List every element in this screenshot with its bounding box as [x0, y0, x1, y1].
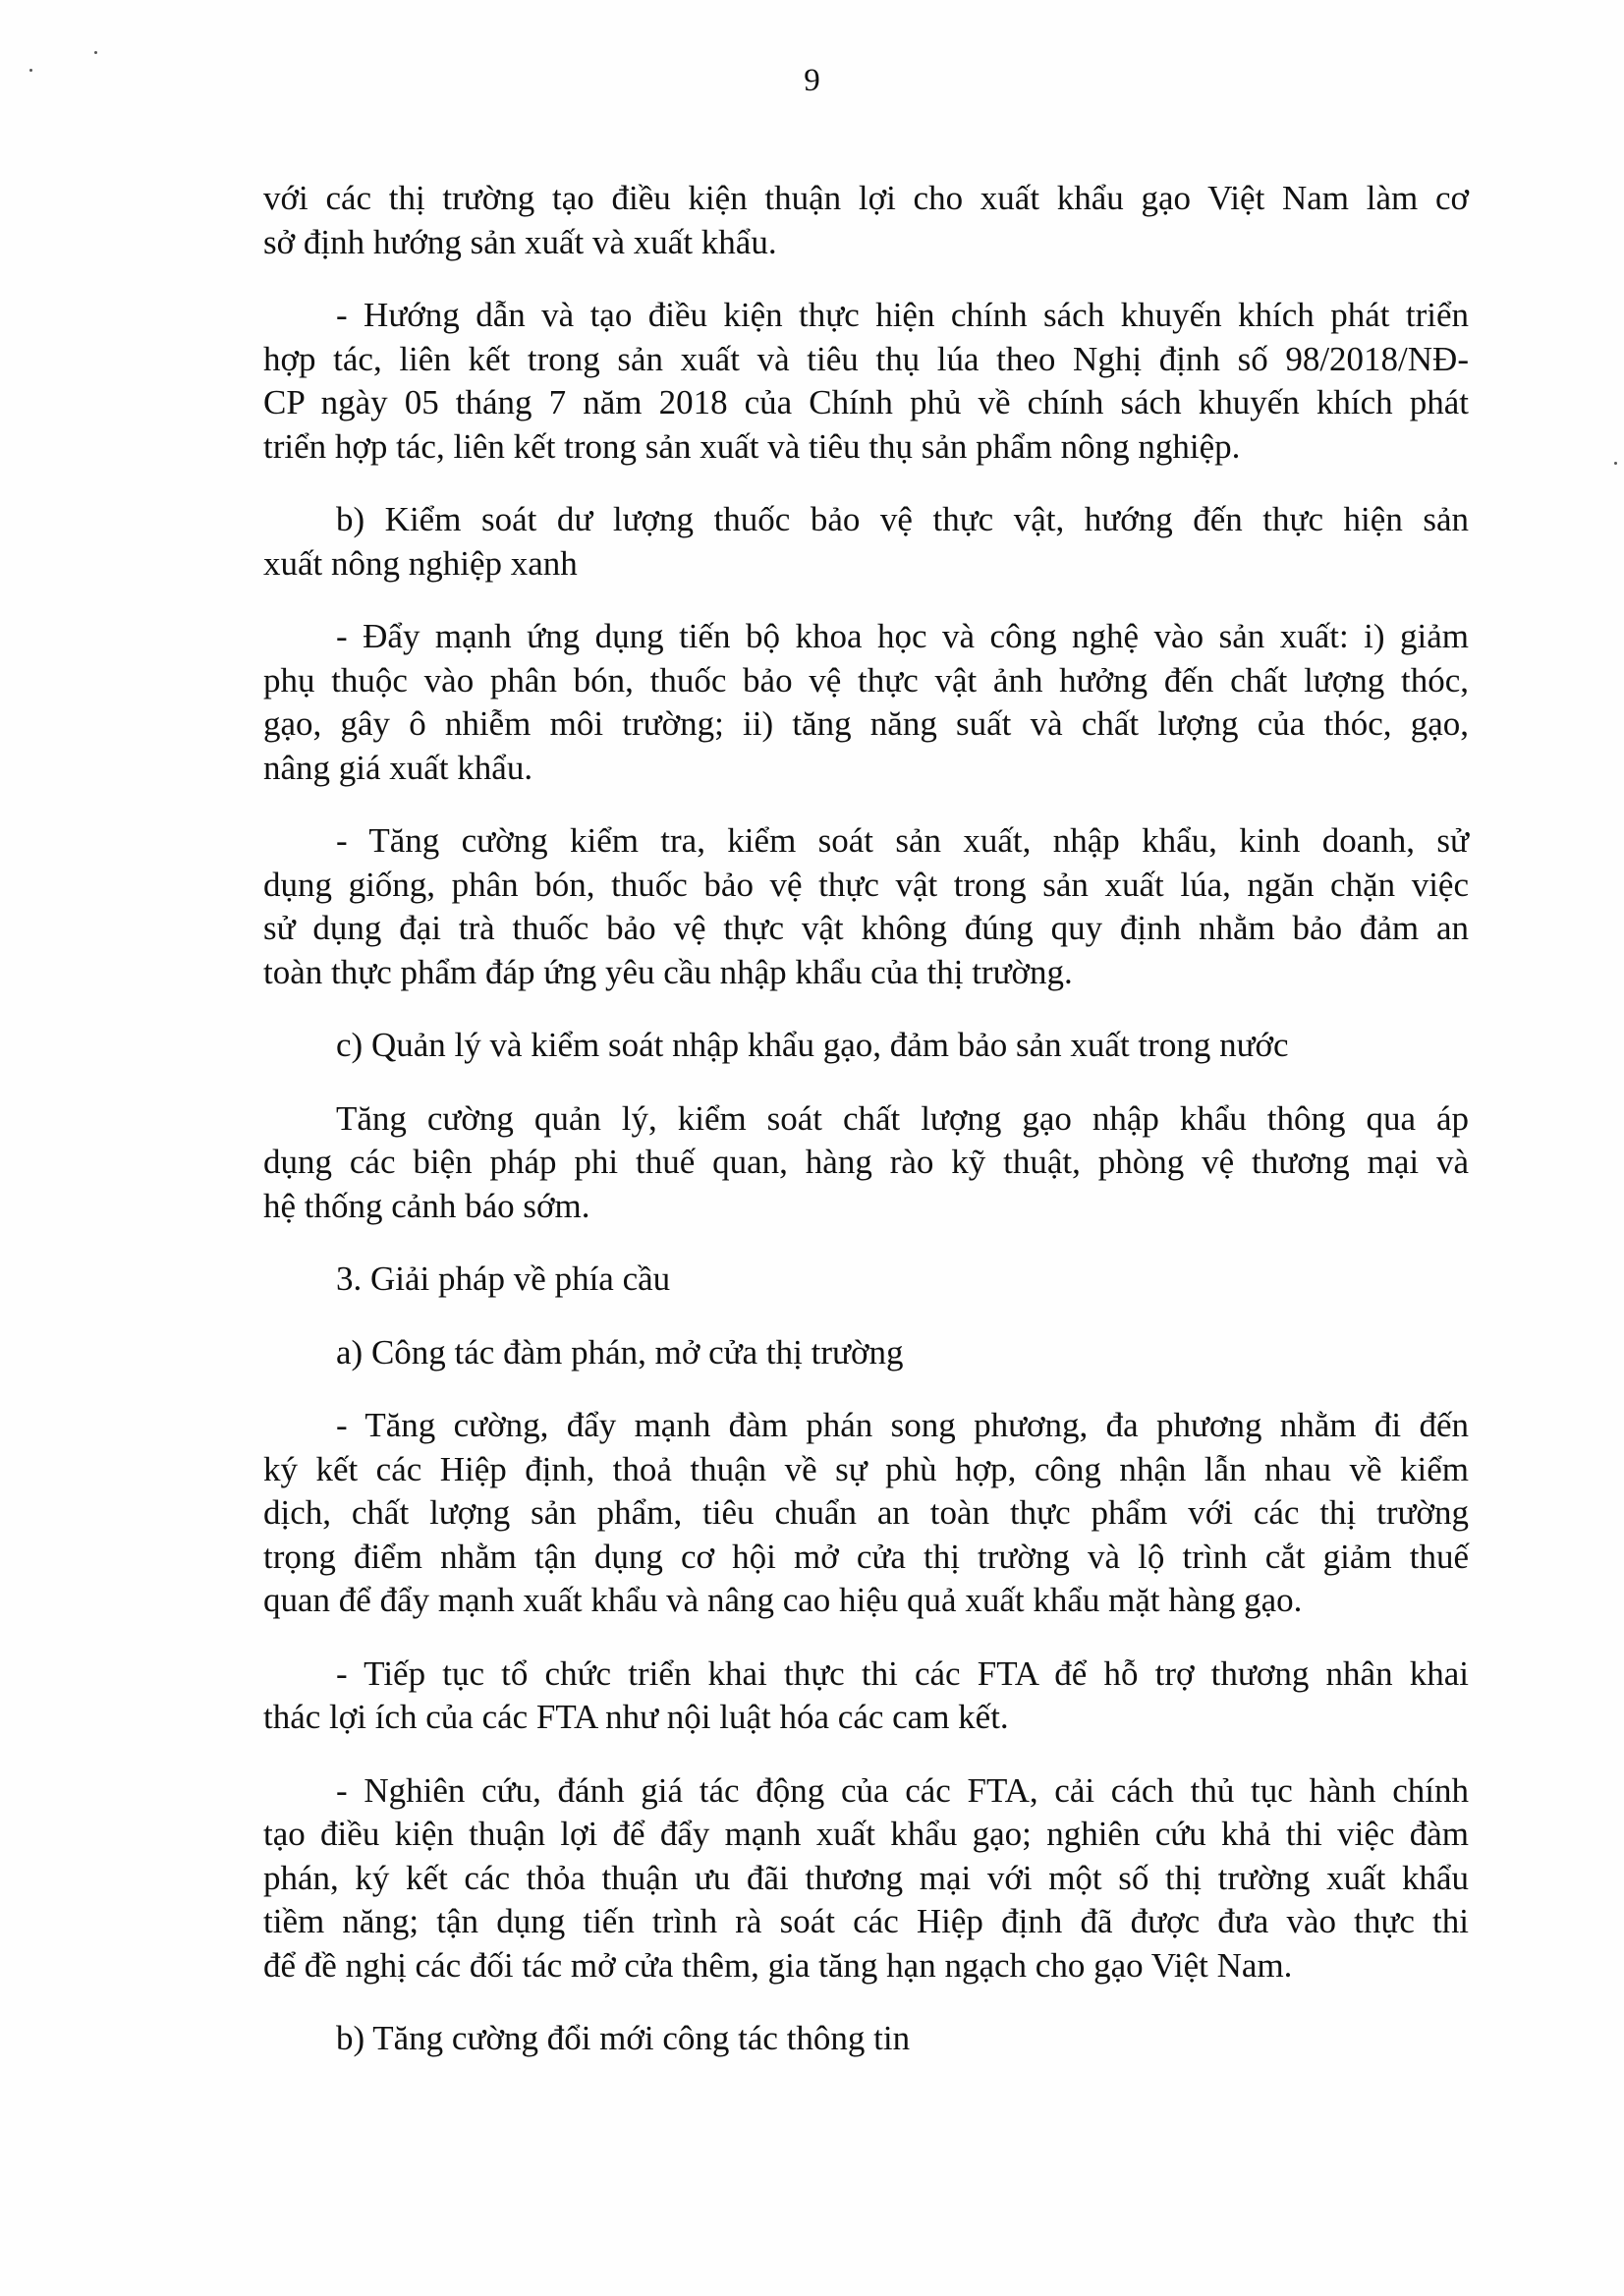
text-line: - Nghiên cứu, đánh giá tác động của các FTA, cải cách thủ tục hành chính: [336, 1770, 1469, 1810]
text-line: - Đẩy mạnh ứng dụng tiến bộ khoa học và công nghệ vào sản xuất: i) giảm: [336, 617, 1469, 655]
scan-speck: [1614, 462, 1617, 465]
text-line: - Hướng dẫn và tạo điều kiện thực hiện chính sách khuyến khích phát triển: [336, 296, 1469, 334]
text-line: toàn thực phẩm đáp ứng yêu cầu nhập khẩu của thị trường.: [263, 952, 1073, 991]
text-line: b) Tăng cường đổi mới công tác thông tin: [336, 2019, 911, 2057]
scan-speck: [94, 51, 97, 54]
page-number: 9: [804, 63, 820, 98]
paragraph-p7: [263, 1097, 1469, 1229]
text-line: quan để đẩy mạnh xuất khẩu và nâng cao hiệu quả xuất khẩu mặt hàng gạo.: [263, 1581, 1303, 1619]
text-line: sử dụng đại trà thuốc bảo vệ thực vật không đúng quy định nhằm bảo đảm an: [263, 909, 1469, 947]
text-line: ký kết các Hiệp định, thoả thuận về sự phù hợp, công nhận lẫn nhau về kiểm: [263, 1449, 1469, 1488]
text-line: dụng các biện pháp phi thuế quan, hàng rào kỹ thuật, phòng vệ thương mại và: [263, 1143, 1469, 1181]
paragraph-p3: [263, 498, 1469, 586]
text-line: - Tiếp tục tổ chức triển khai thực thi các FTA để hỗ trợ thương nhân khai: [336, 1653, 1469, 1693]
text-line: với các thị trường tạo điều kiện thuận lợi cho xuất khẩu gạo Việt Nam làm cơ: [263, 179, 1469, 217]
text-line: để đề nghị các đối tác mở cửa thêm, gia tăng hạn ngạch cho gạo Việt Nam.: [263, 1945, 1293, 1985]
paragraph-p8: [263, 1258, 1469, 1302]
text-line: thác lợi ích của các FTA như nội luật hóa các cam kết.: [263, 1698, 1009, 1736]
text-line: sở định hướng sản xuất và xuất khẩu.: [263, 222, 777, 261]
text-line: - Tăng cường kiểm tra, kiểm soát sản xuất, nhập khẩu, kinh doanh, sử: [336, 821, 1469, 860]
text-line: 3. Giải pháp về phía cầu: [336, 1260, 671, 1298]
text-line: tiềm năng; tận dụng tiến trình rà soát các Hiệp định đã được đưa vào thực thi: [263, 1902, 1469, 1940]
document-body: [263, 177, 1469, 2061]
text-line: b) Kiểm soát dư lượng thuốc bảo vệ thực vật, hướng đến thực hiện sản: [336, 500, 1469, 538]
paragraph-p2: [263, 294, 1469, 469]
paragraph-p5: [263, 819, 1469, 994]
text-line: gạo, gây ô nhiễm môi trường; ii) tăng năng suất và chất lượng của thóc, gạo,: [263, 704, 1469, 743]
paragraph-p6: [263, 1024, 1469, 1068]
paragraph-p13: [263, 2017, 1469, 2061]
text-line: triển hợp tác, liên kết trong sản xuất và tiêu thụ sản phẩm nông nghiệp.: [263, 426, 1241, 466]
paragraph-p1: [263, 177, 1469, 264]
text-line: xuất nông nghiệp xanh: [263, 543, 578, 583]
paragraph-p11: [263, 1652, 1469, 1740]
paragraph-p4: [263, 615, 1469, 790]
text-line: hệ thống cảnh báo sớm.: [263, 1186, 590, 1225]
text-line: - Tăng cường, đẩy mạnh đàm phán song phương, đa phương nhằm đi đến: [336, 1406, 1469, 1444]
text-line: tạo điều kiện thuận lợi để đẩy mạnh xuất khẩu gạo; nghiên cứu khả thi việc đàm: [263, 1815, 1469, 1853]
text-line: phán, ký kết các thỏa thuận ưu đãi thương mại với một số thị trường xuất khẩu: [263, 1858, 1469, 1897]
paragraph-p10: [263, 1404, 1469, 1623]
text-line: Tăng cường quản lý, kiểm soát chất lượng gạo nhập khẩu thông qua áp: [336, 1098, 1469, 1138]
text-line: hợp tác, liên kết trong sản xuất và tiêu thụ lúa theo Nghị định số 98/2018/NĐ-: [263, 339, 1469, 378]
paragraph-p12: [263, 1769, 1469, 1988]
paragraph-p9: [263, 1331, 1469, 1375]
text-line: dịch, chất lượng sản phẩm, tiêu chuẩn an toàn thực phẩm với các thị trường: [263, 1493, 1469, 1532]
text-line: c) Quản lý và kiểm soát nhập khẩu gạo, đảm bảo sản xuất trong nước: [336, 1026, 1289, 1064]
text-line: phụ thuộc vào phân bón, thuốc bảo vệ thực vật ảnh hưởng đến chất lượng thóc,: [263, 660, 1469, 700]
text-line: dụng giống, phân bón, thuốc bảo vệ thực vật trong sản xuất lúa, ngăn chặn việc: [263, 865, 1469, 904]
text-line: nâng giá xuất khẩu.: [263, 748, 533, 787]
text-line: CP ngày 05 tháng 7 năm 2018 của Chính phủ về chính sách khuyến khích phát: [263, 383, 1469, 421]
text-line: a) Công tác đàm phán, mở cửa thị trường: [336, 1332, 904, 1372]
text-line: trọng điểm nhằm tận dụng cơ hội mở cửa thị trường và lộ trình cắt giảm thuế: [263, 1537, 1469, 1576]
